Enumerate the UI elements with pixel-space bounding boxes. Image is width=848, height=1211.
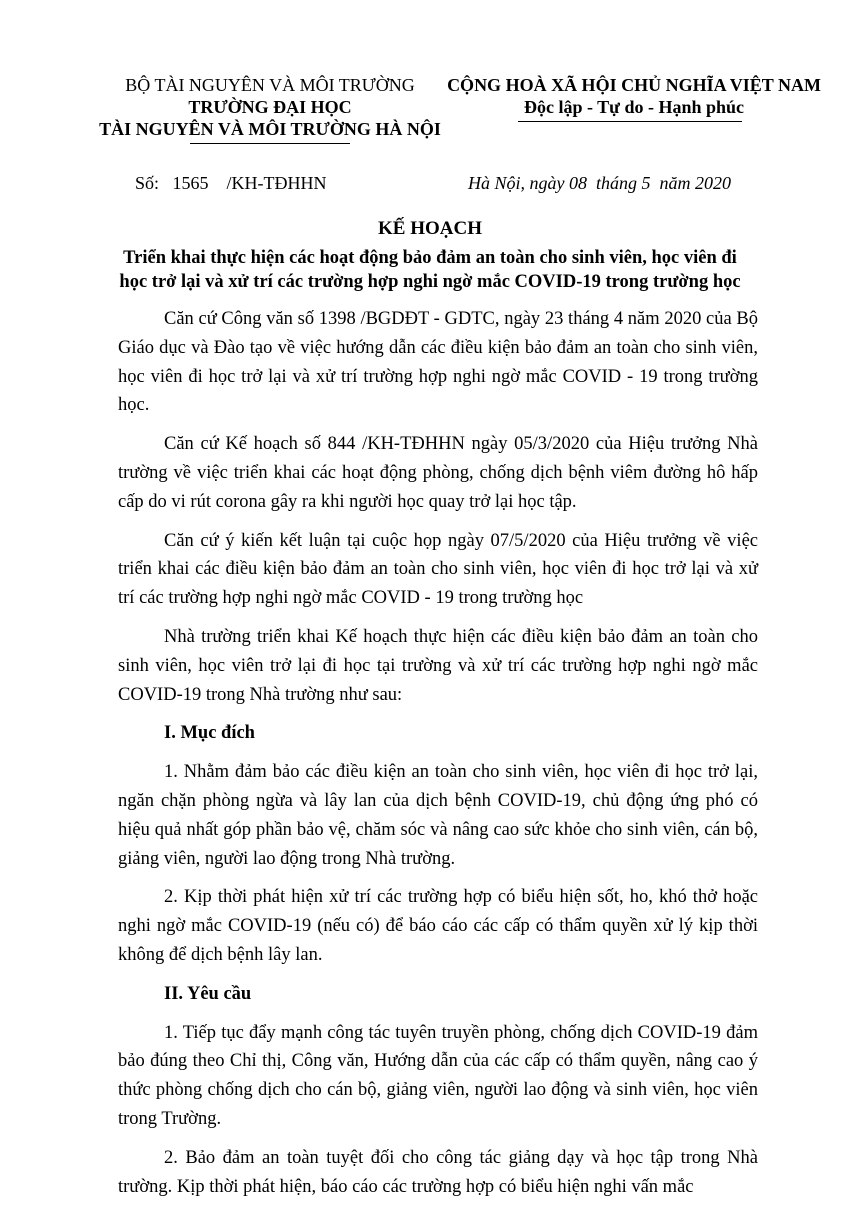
school-name-line1: TRƯỜNG ĐẠI HỌC — [188, 97, 352, 117]
country-name: CỘNG HOÀ XÃ HỘI CHỦ NGHĨA VIỆT NAM — [447, 75, 821, 95]
purpose-item-1: 1. Nhằm đảm bảo các điều kiện an toàn cho sinh viên, học viên đi học trở lại, ngăn chặn phòng ngừa và lây lan của dịch bệnh COVID-19, chủ động ứng phó có hiệu quả nhất góp phần bảo vệ, chăm sóc và nâng cao sức khỏe cho sinh viên, cán bộ, giảng viên, người lao động trong Nhà trường. — [118, 762, 758, 869]
subtitle-line-2: học trở lại và xử trí các trường hợp nghi ngờ mắc COVID-19 trong trường học — [119, 272, 741, 292]
requirement-item-1: 1. Tiếp tục đẩy mạnh công tác tuyên truyền phòng, chống dịch COVID-19 đảm bảo đúng theo Chỉ thị, Công văn, Hướng dẫn của các cấp có thẩm quyền, nâng cao ý thức phòng chống dịch cho cán bộ, giảng viên, người lao động và sinh viên, học viên trong Trường. — [118, 1022, 758, 1129]
requirement-item-2: 2. Bảo đảm an toàn tuyệt đối cho công tác giảng dạy và học tập trong Nhà trường. Kịp thời phát hiện, báo cáo các trường hợp có biểu hiện nghi vấn mắc — [118, 1147, 758, 1197]
national-header — [440, 74, 828, 118]
legal-basis-2: Căn cứ Kế hoạch số 844 /KH-TĐHHN ngày 05/3/2020 của Hiệu trưởng Nhà trường về việc triển khai các hoạt động phòng, chống dịch bệnh viêm đường hô hấp cấp do vi rút corona gây ra khi người học quay trở lại học tập. — [118, 434, 758, 512]
document-number: Số: 1565 /KH-TĐHHN — [135, 173, 327, 193]
intro-paragraph: Nhà trường triển khai Kế hoạch thực hiện các điều kiện bảo đảm an toàn cho sinh viên, học viên trở lại đi học tại trường và xử trí các trường hợp nghi ngờ mắc COVID-19 trong Nhà trường như sau: — [118, 626, 758, 705]
school-name-line2: TÀI NGUYÊN VÀ MÔI TRƯỜNG HÀ NỘI — [99, 119, 441, 139]
document-date: Hà Nội, ngày 08 tháng 5 năm 2020 — [468, 173, 731, 193]
section-heading-requirements: II. Yêu cầu — [164, 983, 252, 1004]
authority-underline — [190, 143, 350, 144]
subtitle-line-1: Triển khai thực hiện các hoạt động bảo đảm an toàn cho sinh viên, học viên đi — [123, 248, 737, 268]
ministry-name: BỘ TÀI NGUYÊN VÀ MÔI TRƯỜNG — [125, 75, 415, 95]
issuing-authority — [60, 74, 480, 140]
document-title: KẾ HOẠCH — [378, 218, 482, 239]
motto-underline — [518, 121, 742, 122]
purpose-item-2: 2. Kịp thời phát hiện xử trí các trường hợp có biểu hiện sốt, ho, khó thở hoặc nghi ngờ mắc COVID-19 (nếu có) để báo cáo các cấp có thẩm quyền xử lý kịp thời không để dịch bệnh lây lan. — [118, 887, 758, 965]
legal-basis-1: Căn cứ Công văn số 1398 /BGDĐT - GDTC, ngày 23 tháng 4 năm 2020 của Bộ Giáo dục và Đào tạo về việc hướng dẫn các điều kiện bảo đảm an toàn cho sinh viên, học viên đi học trở lại và xử trí trường hợp nghi ngờ mắc COVID - 19 trong trường học. — [118, 309, 758, 416]
document-body — [118, 305, 758, 1211]
legal-basis-3: Căn cứ ý kiến kết luận tại cuộc họp ngày 07/5/2020 của Hiệu trưởng về việc triển khai các điều kiện bảo đảm an toàn cho sinh viên, học viên đi học trở lại và xử trí các trường hợp nghi ngờ mắc COVID - 19 trong trường học — [118, 530, 758, 609]
national-motto: Độc lập - Tự do - Hạnh phúc — [523, 97, 745, 117]
section-heading-purpose: I. Mục đích — [164, 723, 255, 744]
document-subtitle — [70, 246, 790, 294]
